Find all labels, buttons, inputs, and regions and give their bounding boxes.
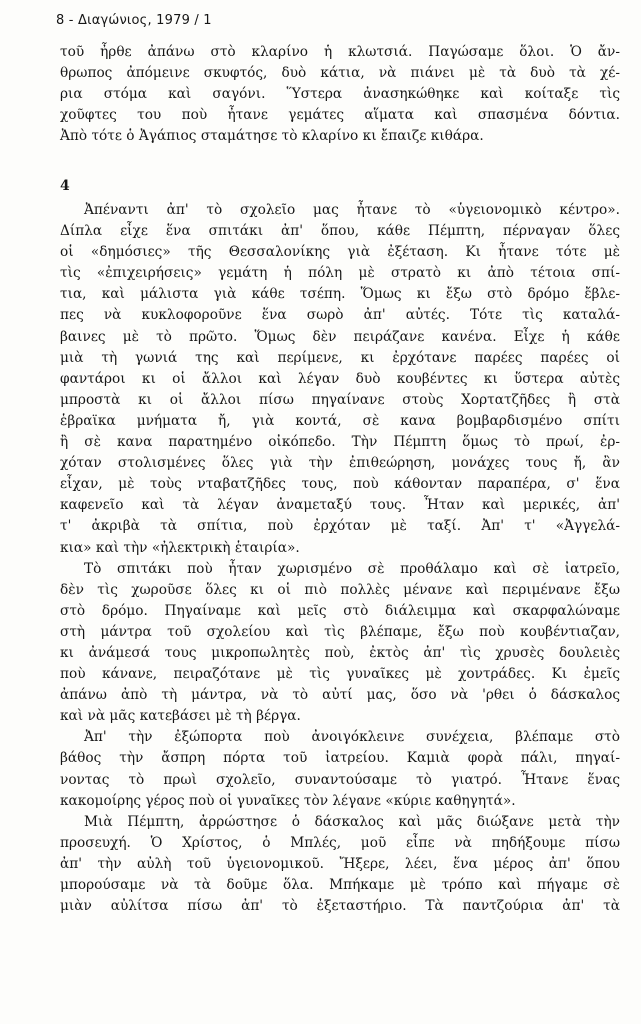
text-line: Μιὰ Πέμπτη, ἀρρώστησε ὁ δάσκαλος καὶ μᾶς διώξανε μετὰ τὴν	[84, 813, 620, 830]
section-number: 4	[60, 178, 70, 194]
text-line: βαινες μὲ τὸ πρῶτο. Ὅμως δὲν πειράζανε κανένα. Εἶχε ἡ κάθε	[60, 328, 620, 345]
text-line: φαντάροι κι οἱ ἄλλοι καὶ λέγαν δυὸ κουβέντες κι ὕστερα αὐτὲς	[60, 370, 620, 387]
text-line: δὲν τὶς χωροῦσε ὅλες κι οἱ πιὸ πολλὲς μένανε καὶ περιμένανε ἔξω	[60, 581, 620, 598]
text-line: Τὸ σπιτάκι ποὺ ἦταν χωρισμένο σὲ προθάλαμο καὶ σὲ ἰατρεῖο,	[84, 560, 620, 577]
text-line: κια» καὶ τὴν «ἠλεκτρικὴ ἑταιρία».	[60, 539, 300, 556]
text-line: ἢ σὲ κανα παρατημένο οἰκόπεδο. Τὴν Πέμπτη ὅμως τὸ πρωί, ἐρ-	[60, 434, 620, 451]
text-line: εἶχαν, μὲ τοὺς νταβατζῆδες τους, ποὺ κάθονταν παραπέρα, σ' ἕνα	[60, 476, 620, 493]
text-line: τια, καὶ μάλιστα γιὰ κάθε τσέπη. Ὅμως κι ἔξω στὸ δρόμο ἔβλε-	[60, 286, 620, 303]
text-line: ρια στόμα καὶ σαγόνι. Ὕστερα ἀνασηκώθηκε καὶ κοίταξε τὶς	[60, 86, 620, 103]
text-line: τ' ἀκριβὰ τὰ σπίτια, ποὺ ἐρχόταν μὲ ταξί. Ἀπ' τ' «Ἀγγελά-	[60, 518, 620, 535]
text-line: προσευχή. Ὁ Χρίστος, ὁ Μπλές, μοῦ εἶπε νὰ πηδήξουμε πίσω	[60, 834, 620, 851]
text-line: Ἀπὸ τότε ὁ Ἀγάπιος σταμάτησε τὸ κλαρίνο κι ἔπαιζε κιθάρα.	[60, 128, 484, 145]
text-line: καὶ νὰ μᾶς κατεβάσει μὲ τὴ βέργα.	[60, 708, 301, 725]
main-text-block	[60, 200, 620, 917]
text-line: μιὰν αὐλίτσα πίσω ἀπ' τὸ ἐξεταστήριο. Τὰ παντζούρια ἀπ' τὰ	[60, 898, 620, 915]
text-line: κακομοίρης γέρος ποὺ οἱ γυναῖκες τὸν λέγανε «κύριε καθηγητά».	[60, 792, 516, 809]
text-line: ἀπ' τὴν αὐλὴ τοῦ ὑγειονομικοῦ. Ἤξερε, λέει, ἕνα μέρος ἀπ' ὅπου	[60, 855, 620, 872]
text-line: καφενεῖο καὶ τὰ λέγαν ἀναμεταξύ τους. Ἦταν καὶ μερικές, ἀπ'	[60, 497, 620, 514]
text-line: ἀπάνω ἀπὸ τὴ μάντρα, νὰ τὸ αὐτί μας, ὅσο νὰ 'ρθει ὁ δάσκαλος	[60, 687, 620, 704]
text-line: τοῦ ἦρθε ἀπάνω στὸ κλαρίνο ἡ κλωτσιά. Παγώσαμε ὅλοι. Ὁ ἄν-	[60, 44, 620, 60]
top-text-block	[60, 42, 620, 147]
text-line: μιὰ τὴ γωνιά της καὶ περίμενε, κι ἐρχότανε παρέες παρέες οἱ	[60, 349, 620, 366]
text-line: βάθος τὴν ἄσπρη πόρτα τοῦ ἰατρείου. Καμιὰ φορὰ πάλι, πηγαί-	[60, 750, 620, 767]
text-line: στὴ μάντρα τοῦ σχολείου καὶ τὶς βλέπαμε, ἔξω ποὺ κουβέντιαζαν,	[60, 623, 620, 640]
text-line: πες νὰ κυκλοφοροῦνε ἕνα σωρὸ ἀπ' αὐτές. Τότε τὶς καταλά-	[60, 307, 620, 324]
text-line: νοντας τὸ πρωὶ σχολεῖο, συναντούσαμε τὸ γιατρό. Ἦτανε ἕνας	[60, 771, 620, 788]
text-line: οἱ «δημόσιες» τῆς Θεσσαλονίκης γιὰ ἐξέταση. Κι ἦτανε τότε μὲ	[60, 244, 620, 261]
text-line: Ἀπέναντι ἀπ' τὸ σχολεῖο μας ἦτανε τὸ «ὑγειονομικὸ κέντρο».	[84, 202, 620, 218]
text-line: στὸ δρόμο. Πηγαίναμε καὶ μεῖς στὸ διάλειμμα καὶ σκαρφαλώναμε	[60, 602, 620, 619]
text-line: χόταν στολισμένες ὅλες γιὰ τὴν ἐπιθεώρηση, μονάχες τους ἤ, ἂν	[60, 455, 620, 472]
text-line: τὶς «ἐπιχειρήσεις» γεμάτη ἡ πόλη μὲ στρατὸ κι ἀπὸ τέτοια σπί-	[60, 265, 620, 282]
text-line: ποὺ κάνανε, πειραζότανε μὲ τὶς γυναῖκες μὲ χοντράδες. Κι ἐμεῖς	[60, 666, 620, 683]
text-line: μπροστὰ κι οἱ ἄλλοι πίσω πηγαίνανε στοὺς Χορτατζῆδες ἢ στὰ	[60, 391, 620, 408]
text-line: χοῦφτες του ποὺ ἦτανε γεμάτες αἵματα καὶ σπασμένα δόντια.	[60, 107, 620, 124]
text-line: κι ἀνάμεσά τους μικροπωλητὲς ποὺ, ἐκτὸς ἀπ' τὶς χρυσὲς δουλειὲς	[60, 644, 620, 661]
text-line: Δίπλα εἶχε ἕνα σπιτάκι ἀπ' ὅπου, κάθε Πέμπτη, πέρναγαν ὅλες	[60, 223, 620, 240]
text-line: Ἀπ' τὴν ἐξώπορτα ποὺ ἀνοιγόκλεινε συνέχεια, βλέπαμε στὸ	[84, 729, 620, 746]
text-line: θρωπος ἀπόμεινε σκυφτός, δυὸ κάτια, νὰ πιάνει μὲ τὰ δυὸ τὰ χέ-	[60, 65, 620, 82]
running-head: 8 - Διαγώνιος, 1979 / 1	[56, 13, 212, 28]
text-line: ἑβραϊκα μνήματα ἤ, γιὰ κοντά, σὲ κανα βομβαρδισμένο σπίτι	[60, 412, 620, 429]
text-line: μπορούσαμε νὰ τὰ δοῦμε ὅλα. Μπήκαμε μὲ τρόπο καὶ πήγαμε σὲ	[60, 877, 620, 893]
